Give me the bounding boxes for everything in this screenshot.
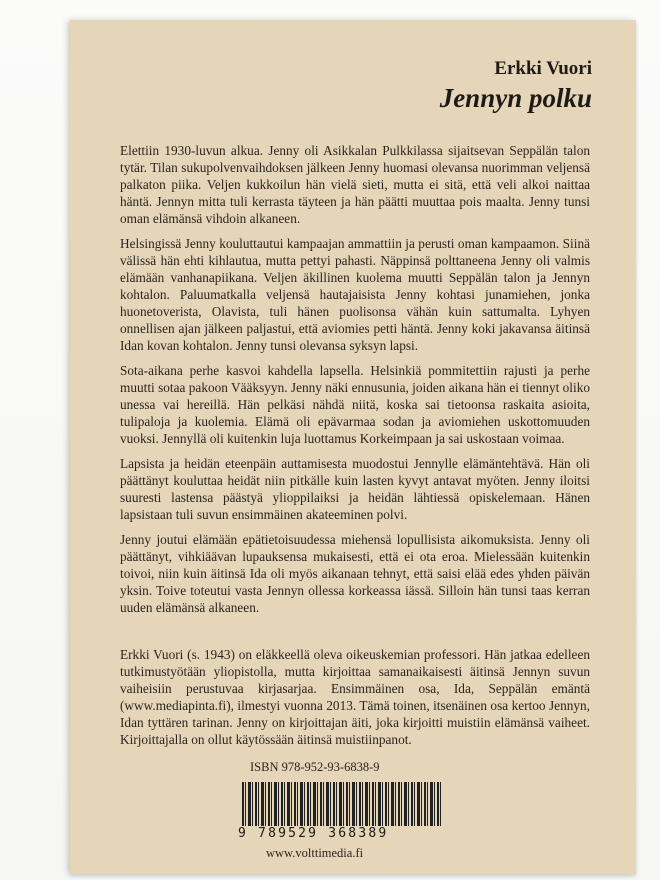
barcode-image xyxy=(242,782,442,826)
isbn-label: ISBN 978-952-93-6838-9 xyxy=(250,760,380,774)
cover-header xyxy=(440,58,592,114)
blurb-paragraph-4: Lapsista ja heidän eteenpäin auttamisesta muodostui Jennylle elämäntehtävä. Hän oli päättänyt kouluttaa heidät niin pitkälle kuin lasten kyvyt antavat myöten. Jenny iloitsi suuresti lastensa päästyä ylioppilaiksi ja heidän lähtiessä opiskelemaan. Hänen lapsistaan tuli suvun ensimmäinen akateeminen polvi. xyxy=(120,456,590,522)
blurb-paragraph-5: Jenny joutui elämään epätietoisuudessa miehensä lopullisista aikomuksista. Jenny oli päättänyt, vihkiäävan lupauksensa mukaisesti, että ei ota eroa. Mielessään kuitenkin toivoi, niin kuin äitinsä Ida oli myös aikanaan tehnyt, että saisi elää edes yhden päivän yksin. Toive toteutui vasta Jennyn ollessa korkeassa iässä. Silloin hän tunsi taas kerran uuden elämänsä alkaneen. xyxy=(120,532,590,615)
blurb-text xyxy=(120,142,590,756)
book-back-cover xyxy=(70,20,636,874)
publisher-url: www.volttimedia.fi xyxy=(266,846,364,860)
blurb-paragraph-1: Elettiin 1930-luvun alkua. Jenny oli Asikkalan Pulkkilassa sijaitsevan Seppälän talon tytär. Tilan sukupolvenvaihdoksen jälkeen Jenny huomasi olevansa nuorimman veljensä palkaton piika. Veljen kukkoilun hän vielä sieti, mutta ei sitä, että veli alkoi naittaa häntä. Jennyn mitta tuli kerrasta täyteen ja hän päätti muuttaa pois maalta. Jenny tunsi oman elämänsä vihdoin alkaneen. xyxy=(120,143,590,226)
book-title: Jennyn polku xyxy=(439,83,592,113)
blurb-paragraph-2: Helsingissä Jenny kouluttautui kampaajan ammattiin ja perusti oman kampaamon. Siinä välissä hän ehti kihlautua, mutta pettyi pahasti. Näppinsä polttaneena Jenny oli valmis elämään vanhanapiikana. Veljen äkillinen kuolema muutti Seppälän talon ja Jennyn kohtalon. Paluumatkalla veljensä hautajaisista Jenny kohtasi junamiehen, jonka huonetoverista, Olavista, tuli hänen puolisonsa vähän kuin sattumalta. Lyhyen onnellisen ajan jälkeen paljastui, että aviomies petti häntä. Jenny koki jakavansa äitinsä Idan kovan kohtalon. Jenny tunsi olevansa syksyn lapsi. xyxy=(120,236,590,353)
blurb-paragraph-3: Sota-aikana perhe kasvoi kahdella lapsella. Helsinkiä pommitettiin rajusti ja perhe muutti sotaa pakoon Vääksyyn. Jenny näki ennusunia, joiden aikana hän ei tiennyt oliko unessa vai hereillä. Hän pelkäsi nähdä niitä, koska sai tietoonsa raskaita asioita, tulipaloja ja kuolemia. Elämä oli epävarmaa sodan ja aviomiehen uskottomuuden vuoksi. Jennyllä oli kuitenkin luja luottamus Korkeimpaan ja sai uskostaan voimaa. xyxy=(120,363,590,446)
barcode-digits: 9 789529 368389 xyxy=(238,826,389,841)
author-name: Erkki Vuori xyxy=(494,58,592,79)
author-bio: Erkki Vuori (s. 1943) on eläkkeellä oleva oikeuskemian professori. Hän jatkaa edelleen tutkimustyötään yliopistolla, mutta kirjoittaa samanaikaisesti äitinsä Jennyn suvun vaiheisiin perustuvaa kirjasarjaa. Ensimmäinen osa, Ida, Seppälän emäntä (www.mediapinta.fi), ilmestyi vuonna 2013. Tämä toinen, itsenäinen osa kertoo Jennyn, Idan tyttären tarinan. Jenny on kirjoittajan äiti, joka kirjoitti muistiin elämänsä vaiheet. Kirjoittajalla on ollut käytössään äitinsä muistiinpanot. xyxy=(120,647,590,747)
